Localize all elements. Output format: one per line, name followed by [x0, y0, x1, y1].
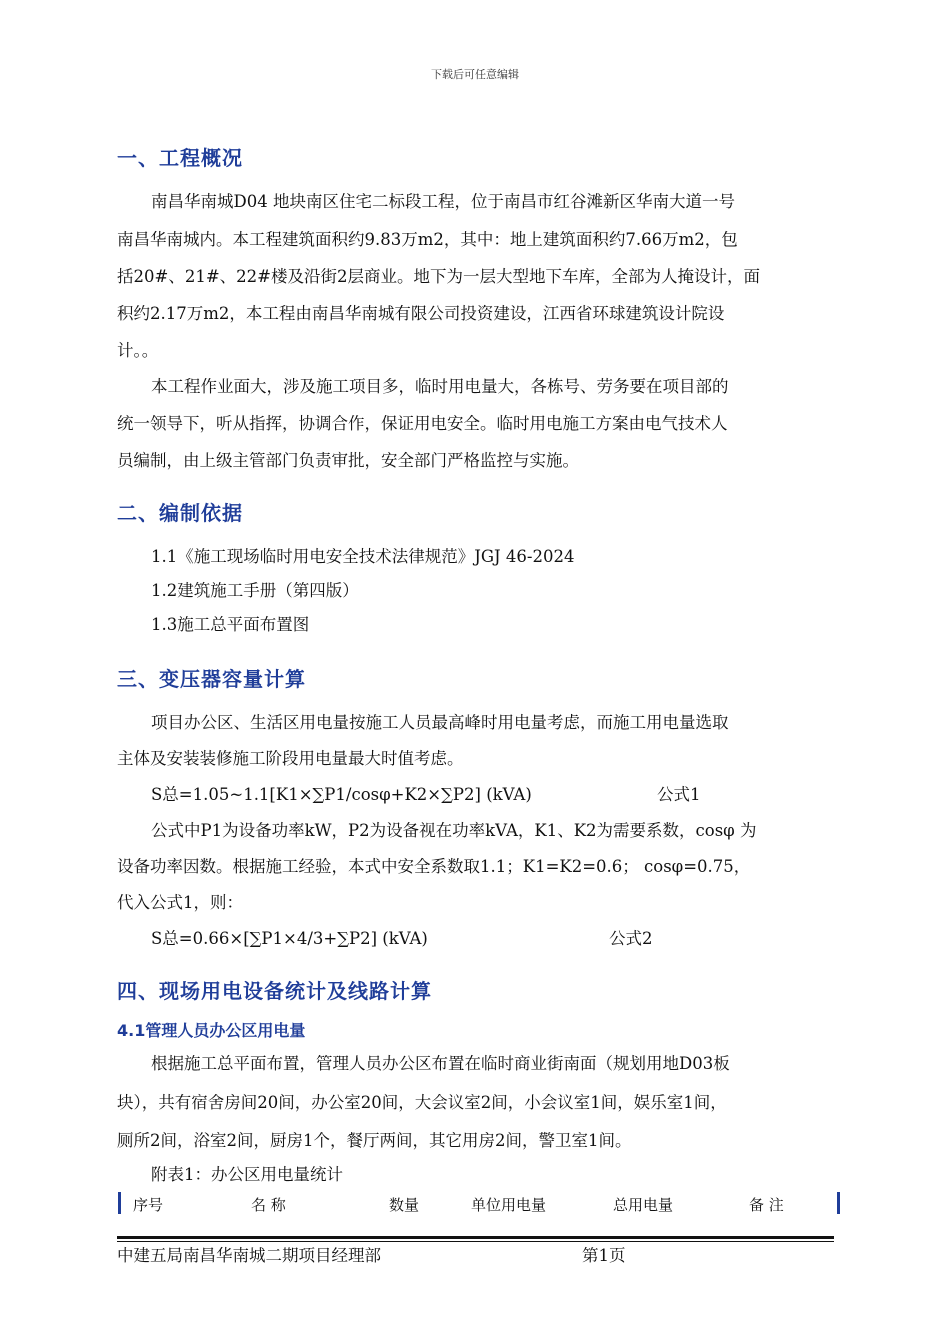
footer-rule-thick: [117, 1236, 834, 1239]
subsection-4-1-title: 4.1管理人员办公区用电量: [117, 1021, 306, 1040]
footer-page-number: 第1页: [582, 1246, 626, 1265]
section-4-title: 四、现场用电设备统计及线路计算: [117, 979, 432, 1003]
table-header-cell: 单位用电量: [471, 1196, 547, 1214]
s3-p2-line: 代入公式1，则：: [117, 893, 243, 912]
s1-p1-line: 计。。: [117, 341, 159, 360]
table-header-cell: 备 注: [749, 1196, 784, 1214]
s3-p1-line: 主体及安装装修施工阶段用电量最大时值考虑。: [117, 749, 464, 768]
formula-2-label: 公式2: [609, 929, 653, 948]
s2-item: 1.1《施工现场临时用电安全技术法律规范》JGJ 46-2024: [151, 547, 575, 566]
s3-p1-line: 项目办公区、生活区用电量按施工人员最高峰时用电量考虑，而施工用电量选取: [151, 713, 729, 732]
s4-p1-line: 厕所2间，浴室2间，厨房1个，餐厅两间，其它用房2间，警卫室1间。: [117, 1131, 632, 1150]
table-header-cell: 序号: [133, 1196, 164, 1214]
formula-1: S总=1.05~1.1[K1×∑P1/cosφ+K2×∑P2] (kVA): [151, 785, 532, 804]
s1-p2-line: 员编制，由上级主管部门负责审批，安全部门严格监控与实施。: [117, 451, 579, 470]
s1-p1-line: 积约2.17万m2，本工程由南昌华南城有限公司投资建设，江西省环球建筑设计院设: [117, 304, 725, 323]
section-1-title: 一、工程概况: [117, 146, 243, 170]
table-caption: 附表1：办公区用电量统计: [151, 1165, 343, 1184]
office-power-table-header: [118, 1192, 840, 1214]
s2-item: 1.2建筑施工手册（第四版）: [151, 581, 359, 600]
s2-item: 1.3施工总平面布置图: [151, 615, 310, 634]
s3-p2-line: 设备功率因数。根据施工经验，本式中安全系数取1.1；K1=K2=0.6； cosφ=0.75，: [117, 857, 751, 876]
s4-p1-line: 块），共有宿舍房间20间，办公室20间，大会议室2间，小会议室1间，娱乐室1间，: [117, 1093, 727, 1112]
formula-1-label: 公式1: [657, 785, 701, 804]
section-3-title: 三、变压器容量计算: [117, 667, 306, 691]
s1-p1-line: 括20#、21#、22#楼及沿街2层商业。地下为一层大型地下车库，全部为人掩设计，面: [117, 267, 760, 286]
s1-p1-line: 南昌华南城内。本工程建筑面积约9.83万m2，其中：地上建筑面积约7.66万m2，包: [117, 230, 738, 249]
header-note: 下载后可任意编辑: [431, 68, 519, 81]
table-header-cell: 名 称: [251, 1196, 286, 1214]
s4-p1-line: 根据施工总平面布置，管理人员办公区布置在临时商业街南面（规划用地D03板: [151, 1054, 730, 1073]
formula-2: S总=0.66×[∑P1×4/3+∑P2] (kVA): [151, 929, 428, 948]
table-header-cell: 总用电量: [613, 1196, 674, 1214]
s1-p2-line: 本工程作业面大，涉及施工项目多，临时用电量大，各栋号、劳务要在项目部的: [151, 377, 729, 396]
footer-organization: 中建五局南昌华南城二期项目经理部: [117, 1246, 381, 1265]
s3-p2-line: 公式中P1为设备功率kW，P2为设备视在功率kVA，K1、K2为需要系数，cosφ 为: [151, 821, 757, 840]
table-header-cell: 数量: [389, 1196, 420, 1214]
section-2-title: 二、编制依据: [117, 501, 243, 525]
s1-p1-line: 南昌华南城D04 地块南区住宅二标段工程，位于南昌市红谷滩新区华南大道一号: [151, 192, 735, 211]
s1-p2-line: 统一领导下，听从指挥，协调合作，保证用电安全。临时用电施工方案由电气技术人: [117, 414, 728, 433]
